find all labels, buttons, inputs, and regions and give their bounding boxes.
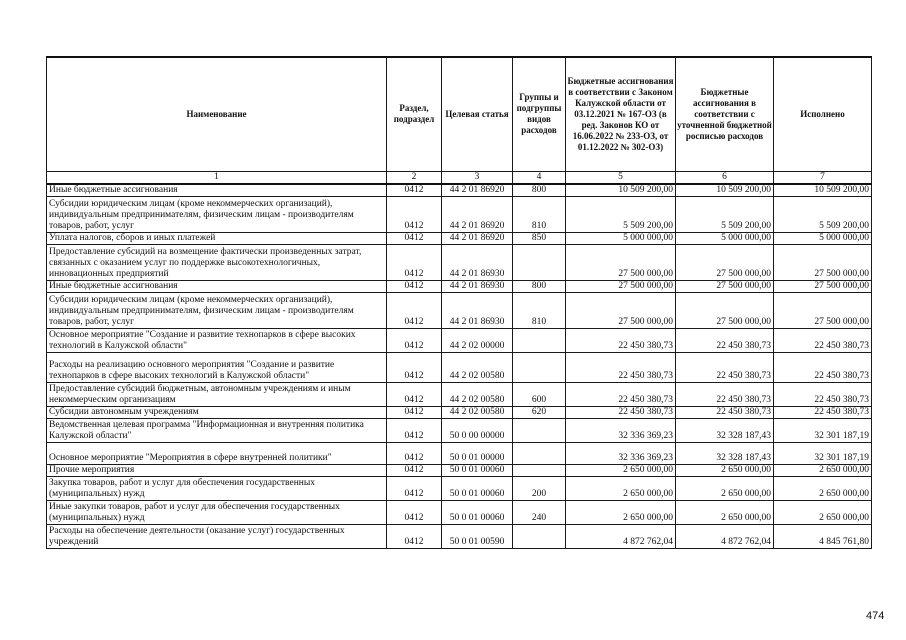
row-group: 240 — [513, 500, 566, 524]
row-law-amount: 27 500 000,00 — [566, 280, 676, 292]
row-executed-amount: 10 509 200,00 — [774, 184, 872, 197]
column-number: 1 — [47, 171, 387, 184]
row-article: 50 0 01 00060 — [442, 464, 513, 476]
row-section: 0412 — [387, 196, 442, 232]
row-group: 810 — [513, 196, 566, 232]
column-number: 4 — [513, 171, 566, 184]
row-executed-amount: 5 509 200,00 — [774, 196, 872, 232]
row-schedule-amount: 2 650 000,00 — [676, 476, 774, 500]
row-schedule-amount: 4 872 762,04 — [676, 524, 774, 548]
row-name: Иные бюджетные ассигнования — [47, 184, 387, 197]
row-group — [513, 352, 566, 382]
row-section: 0412 — [387, 406, 442, 418]
row-law-amount: 22 450 380,73 — [566, 382, 676, 406]
row-section: 0412 — [387, 442, 442, 464]
row-group: 810 — [513, 292, 566, 328]
row-group: 850 — [513, 232, 566, 244]
column-number: 3 — [442, 171, 513, 184]
table-row — [47, 232, 872, 244]
header-group: Группы и подгруппы видов расходов — [513, 57, 566, 171]
row-name: Иные закупки товаров, работ и услуг для обеспечения государственных (муниципальных) нужд — [47, 500, 387, 524]
row-schedule-amount: 27 500 000,00 — [676, 244, 774, 280]
row-article: 44 2 01 86930 — [442, 280, 513, 292]
row-article: 44 2 01 86920 — [442, 196, 513, 232]
row-name: Предоставление субсидий бюджетным, автономным учреждениям и иным некоммерческим организациям — [47, 382, 387, 406]
row-law-amount: 32 336 369,23 — [566, 442, 676, 464]
row-section: 0412 — [387, 244, 442, 280]
row-law-amount: 2 650 000,00 — [566, 500, 676, 524]
header-article: Целевая статья — [442, 57, 513, 171]
table-row — [47, 196, 872, 232]
row-law-amount: 5 000 000,00 — [566, 232, 676, 244]
table-row — [47, 406, 872, 418]
row-law-amount: 2 650 000,00 — [566, 476, 676, 500]
row-law-amount: 27 500 000,00 — [566, 244, 676, 280]
column-number: 5 — [566, 171, 676, 184]
row-schedule-amount: 22 450 380,73 — [676, 382, 774, 406]
row-group — [513, 464, 566, 476]
row-law-amount: 32 336 369,23 — [566, 418, 676, 442]
row-group — [513, 524, 566, 548]
row-executed-amount: 2 650 000,00 — [774, 500, 872, 524]
row-schedule-amount: 22 450 380,73 — [676, 406, 774, 418]
table-row — [47, 328, 872, 352]
row-section: 0412 — [387, 524, 442, 548]
row-executed-amount: 27 500 000,00 — [774, 244, 872, 280]
row-article: 44 2 01 86920 — [442, 184, 513, 197]
row-executed-amount: 32 301 187,19 — [774, 418, 872, 442]
row-schedule-amount: 2 650 000,00 — [676, 500, 774, 524]
table-row — [47, 524, 872, 548]
row-section: 0412 — [387, 280, 442, 292]
table-row — [47, 184, 872, 197]
row-schedule-amount: 5 000 000,00 — [676, 232, 774, 244]
row-article: 44 2 01 86920 — [442, 232, 513, 244]
table-row — [47, 280, 872, 292]
row-name: Субсидии юридическим лицам (кроме некоммерческих организаций), индивидуальным предпринимателям, физическим лицам - производителям товаров, работ, услуг — [47, 292, 387, 328]
row-schedule-amount: 5 509 200,00 — [676, 196, 774, 232]
header-schedule-allocations: Бюджетные ассигнования в соответствии с уточненной бюджетной росписью расходов — [676, 57, 774, 171]
row-executed-amount: 5 000 000,00 — [774, 232, 872, 244]
row-law-amount: 10 509 200,00 — [566, 184, 676, 197]
row-name: Предоставление субсидий на возмещение фактически произведенных затрат, связанных с оказанием услуг по поддержке высокотехнологичных, инновационных предприятий — [47, 244, 387, 280]
row-article: 50 0 01 00000 — [442, 442, 513, 464]
row-schedule-amount: 32 328 187,43 — [676, 442, 774, 464]
row-schedule-amount: 22 450 380,73 — [676, 352, 774, 382]
row-executed-amount: 22 450 380,73 — [774, 382, 872, 406]
row-article: 44 2 01 86930 — [442, 292, 513, 328]
row-article: 50 0 01 00590 — [442, 524, 513, 548]
row-name: Закупка товаров, работ и услуг для обеспечения государственных (муниципальных) нужд — [47, 476, 387, 500]
row-executed-amount: 22 450 380,73 — [774, 406, 872, 418]
budget-table — [46, 56, 872, 549]
row-group: 620 — [513, 406, 566, 418]
row-executed-amount: 22 450 380,73 — [774, 352, 872, 382]
row-law-amount: 22 450 380,73 — [566, 328, 676, 352]
row-name: Основное мероприятие "Создание и развитие технопарков в сфере высоких технологий в Калужской области" — [47, 328, 387, 352]
row-group — [513, 418, 566, 442]
row-law-amount: 22 450 380,73 — [566, 406, 676, 418]
row-name: Основное мероприятие "Мероприятия в сфере внутренней политики" — [47, 442, 387, 464]
row-section: 0412 — [387, 418, 442, 442]
row-law-amount: 27 500 000,00 — [566, 292, 676, 328]
header-law-allocations: Бюджетные ассигнования в соответствии с Законом Калужской области от 03.12.2021 № 167-ОЗ (в ред. Законов КО от 16.06.2022 № 233-ОЗ, от 01.12.2022 № 302-ОЗ) — [566, 57, 676, 171]
row-section: 0412 — [387, 352, 442, 382]
column-number: 2 — [387, 171, 442, 184]
row-group — [513, 328, 566, 352]
row-law-amount: 22 450 380,73 — [566, 352, 676, 382]
row-schedule-amount: 32 328 187,43 — [676, 418, 774, 442]
table-row — [47, 418, 872, 442]
row-article: 44 2 01 86930 — [442, 244, 513, 280]
column-number: 6 — [676, 171, 774, 184]
table-row — [47, 476, 872, 500]
row-name: Ведомственная целевая программа "Информационная и внутренняя политика Калужской области" — [47, 418, 387, 442]
row-group — [513, 244, 566, 280]
row-section: 0412 — [387, 292, 442, 328]
row-group: 800 — [513, 280, 566, 292]
table-row — [47, 352, 872, 382]
row-section: 0412 — [387, 232, 442, 244]
row-article: 44 2 02 00580 — [442, 382, 513, 406]
row-name: Расходы на реализацию основного мероприятия "Создание и развитие технопарков в сфере высоких технологий в Калужской области" — [47, 352, 387, 382]
page-number: 474 — [866, 610, 885, 622]
row-name: Субсидии юридическим лицам (кроме некоммерческих организаций), индивидуальным предпринимателям, физическим лицам - производителям товаров, работ, услуг — [47, 196, 387, 232]
row-schedule-amount: 10 509 200,00 — [676, 184, 774, 197]
row-article: 44 2 02 00000 — [442, 328, 513, 352]
row-section: 0412 — [387, 500, 442, 524]
row-group — [513, 442, 566, 464]
row-executed-amount: 27 500 000,00 — [774, 280, 872, 292]
row-law-amount: 2 650 000,00 — [566, 464, 676, 476]
row-executed-amount: 22 450 380,73 — [774, 328, 872, 352]
row-law-amount: 4 872 762,04 — [566, 524, 676, 548]
row-schedule-amount: 2 650 000,00 — [676, 464, 774, 476]
row-name: Субсидии автономным учреждениям — [47, 406, 387, 418]
row-executed-amount: 27 500 000,00 — [774, 292, 872, 328]
row-section: 0412 — [387, 382, 442, 406]
table-row — [47, 244, 872, 280]
row-group: 600 — [513, 382, 566, 406]
row-section: 0412 — [387, 476, 442, 500]
row-executed-amount: 2 650 000,00 — [774, 464, 872, 476]
row-executed-amount: 2 650 000,00 — [774, 476, 872, 500]
row-executed-amount: 4 845 761,80 — [774, 524, 872, 548]
row-law-amount: 5 509 200,00 — [566, 196, 676, 232]
row-article: 44 2 02 00580 — [442, 406, 513, 418]
table-row — [47, 382, 872, 406]
table-row — [47, 464, 872, 476]
column-number: 7 — [774, 171, 872, 184]
row-executed-amount: 32 301 187,19 — [774, 442, 872, 464]
row-schedule-amount: 27 500 000,00 — [676, 280, 774, 292]
row-article: 50 0 01 00060 — [442, 476, 513, 500]
header-executed: Исполнено — [774, 57, 872, 171]
row-group: 800 — [513, 184, 566, 197]
row-name: Расходы на обеспечение деятельности (оказание услуг) государственных учреждений — [47, 524, 387, 548]
row-name: Уплата налогов, сборов и иных платежей — [47, 232, 387, 244]
row-article: 44 2 02 00580 — [442, 352, 513, 382]
row-schedule-amount: 22 450 380,73 — [676, 328, 774, 352]
table-row — [47, 500, 872, 524]
row-section: 0412 — [387, 184, 442, 197]
row-section: 0412 — [387, 464, 442, 476]
row-section: 0412 — [387, 328, 442, 352]
row-schedule-amount: 27 500 000,00 — [676, 292, 774, 328]
row-group: 200 — [513, 476, 566, 500]
row-name: Прочие мероприятия — [47, 464, 387, 476]
row-name: Иные бюджетные ассигнования — [47, 280, 387, 292]
row-article: 50 0 01 00060 — [442, 500, 513, 524]
header-section: Раздел, подраздел — [387, 57, 442, 171]
table-row — [47, 292, 872, 328]
header-name: Наименование — [47, 57, 387, 171]
table-row — [47, 442, 872, 464]
row-article: 50 0 00 00000 — [442, 418, 513, 442]
